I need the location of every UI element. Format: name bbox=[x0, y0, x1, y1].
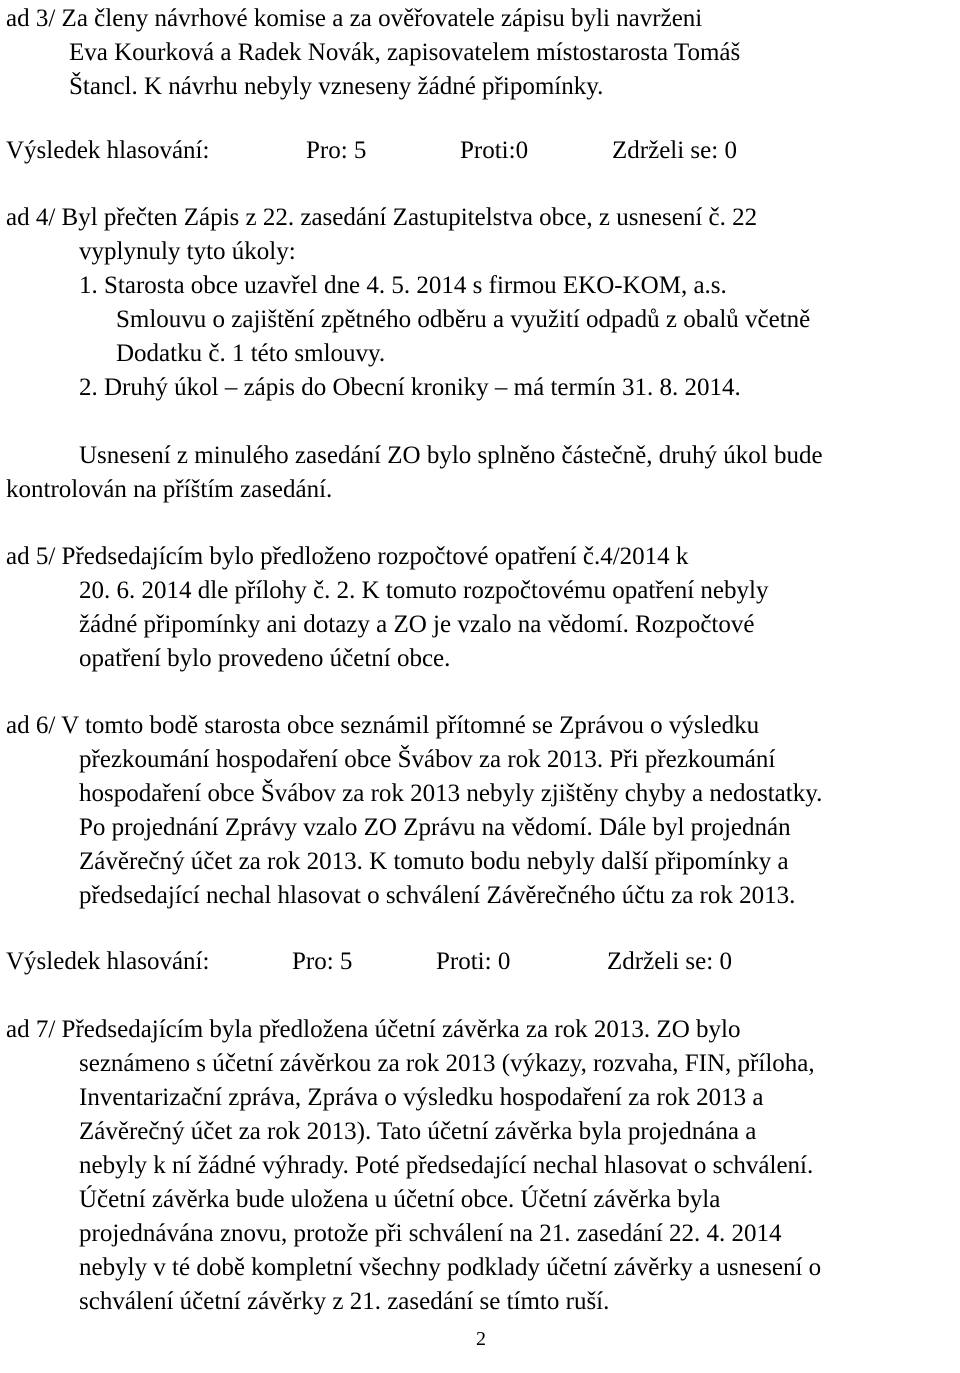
ad6-line-5: Závěrečný účet za rok 2013. K tomuto bodu nebyly další připomínky a bbox=[79, 848, 789, 875]
ad3-line-3: Štancl. K návrhu nebyly vzneseny žádné připomínky. bbox=[69, 73, 604, 100]
vote-zdrzeli: Zdrželi se: 0 bbox=[607, 948, 732, 975]
ad5-line-3: žádné připomínky ani dotazy a ZO je vzalo na vědomí. Rozpočtové bbox=[79, 611, 755, 638]
ad7-line-5: nebyly k ní žádné výhrady. Poté předsedající nechal hlasovat o schválení. bbox=[79, 1152, 814, 1179]
page-number: 2 bbox=[476, 1328, 486, 1350]
vote-label: Výsledek hlasování: bbox=[6, 948, 210, 975]
ad4-item-1-cont-1: Smlouvu o zajištění zpětného odběru a využití odpadů z obalů včetně bbox=[116, 306, 811, 333]
ad7-line-6: Účetní závěrka bude uložena u účetní obce. Účetní závěrka byla bbox=[79, 1186, 721, 1213]
vote-zdrzeli: Zdrželi se: 0 bbox=[612, 137, 737, 164]
ad5-line-2: 20. 6. 2014 dle přílohy č. 2. K tomuto rozpočtovému opatření nebyly bbox=[79, 577, 769, 604]
ad4-note-line-2: kontrolován na příštím zasedání. bbox=[6, 476, 333, 503]
ad7-line-1: ad 7/ Předsedajícím byla předložena účetní závěrka za rok 2013. ZO bylo bbox=[6, 1016, 741, 1043]
ad4-item-1-cont-2: Dodatku č. 1 této smlouvy. bbox=[116, 340, 386, 367]
ad6-line-2: přezkoumání hospodaření obce Švábov za rok 2013. Při přezkoumání bbox=[79, 746, 776, 773]
vote-label: Výsledek hlasování: bbox=[6, 137, 210, 164]
ad3-line-1: ad 3/ Za členy návrhové komise a za ověřovatele zápisu byli navrženi bbox=[6, 5, 703, 32]
ad3-line-2: Eva Kourková a Radek Novák, zapisovatelem místostarosta Tomáš bbox=[69, 39, 741, 66]
ad6-line-4: Po projednání Zprávy vzalo ZO Zprávu na vědomí. Dále byl projednán bbox=[79, 814, 791, 841]
ad4-line-2: vyplynuly tyto úkoly: bbox=[79, 238, 296, 265]
ad4-item-2: 2. Druhý úkol – zápis do Obecní kroniky – má termín 31. 8. 2014. bbox=[79, 374, 741, 401]
vote-pro: Pro: 5 bbox=[306, 137, 367, 164]
ad5-line-4: opatření bylo provedeno účetní obce. bbox=[79, 645, 451, 672]
ad7-line-8: nebyly v té době kompletní všechny podklady účetní závěrky a usnesení o bbox=[79, 1254, 822, 1281]
ad4-item-1: 1. Starosta obce uzavřel dne 4. 5. 2014 s firmou EKO-KOM, a.s. bbox=[79, 272, 727, 299]
ad4-line-1: ad 4/ Byl přečten Zápis z 22. zasedání Zastupitelstva obce, z usnesení č. 22 bbox=[6, 204, 758, 231]
ad6-line-1: ad 6/ V tomto bodě starosta obce seznámil přítomné se Zprávou o výsledku bbox=[6, 712, 760, 739]
ad4-note-line-1: Usnesení z minulého zasedání ZO bylo splněno částečně, druhý úkol bude bbox=[79, 442, 823, 469]
ad5-line-1: ad 5/ Předsedajícím bylo předloženo rozpočtové opatření č.4/2014 k bbox=[6, 543, 689, 570]
ad6-line-3: hospodaření obce Švábov za rok 2013 nebyly zjištěny chyby a nedostatky. bbox=[79, 780, 823, 807]
ad7-line-3: Inventarizační zpráva, Zpráva o výsledku hospodaření za rok 2013 a bbox=[79, 1084, 764, 1111]
ad7-line-2: seznámeno s účetní závěrkou za rok 2013 (výkazy, rozvaha, FIN, příloha, bbox=[79, 1050, 815, 1077]
vote-proti: Proti: 0 bbox=[436, 948, 511, 975]
ad7-line-9: schválení účetní závěrky z 21. zasedání se tímto ruší. bbox=[79, 1288, 610, 1315]
vote-proti: Proti:0 bbox=[460, 137, 529, 164]
ad6-line-6: předsedající nechal hlasovat o schválení Závěrečného účtu za rok 2013. bbox=[79, 882, 796, 909]
vote-pro: Pro: 5 bbox=[292, 948, 353, 975]
ad7-line-7: projednávána znovu, protože při schválení na 21. zasedání 22. 4. 2014 bbox=[79, 1220, 782, 1247]
ad7-line-4: Závěrečný účet za rok 2013). Tato účetní závěrka byla projednána a bbox=[79, 1118, 757, 1145]
